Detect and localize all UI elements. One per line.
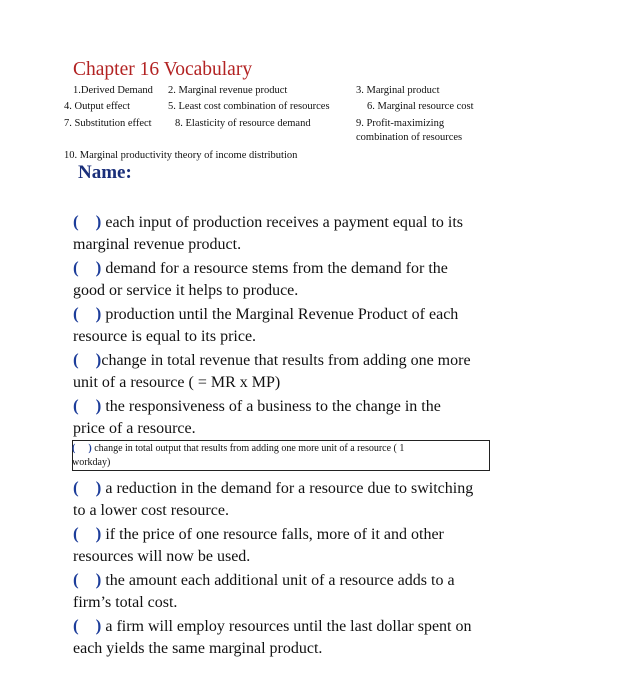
answer-blank-open[interactable]: (: [72, 443, 76, 454]
worksheet-title: Chapter 16 Vocabulary: [73, 59, 253, 80]
question-6: [72, 443, 404, 454]
question-text: if the price of one resource falls, more of it and other: [105, 526, 444, 543]
question-4: [73, 348, 471, 372]
vocab-term-8: 8. Elasticity of resource demand: [175, 118, 311, 129]
question-text: a reduction in the demand for a resource due to switching: [105, 480, 474, 497]
answer-blank-open[interactable]: (: [73, 350, 79, 369]
vocab-term-9-cont: combination of resources: [356, 132, 463, 143]
answer-blank-close: ): [95, 350, 102, 369]
question-8-cont: resources will now be used.: [73, 548, 251, 565]
question-10-cont: each yields the same marginal product.: [73, 640, 323, 657]
question-2-cont: good or service it helps to produce.: [73, 282, 299, 299]
question-9-cont: firm’s total cost.: [73, 594, 178, 611]
answer-blank-close: ): [95, 570, 102, 589]
question-3: [73, 302, 458, 326]
vocab-term-4: 4. Output effect: [64, 101, 130, 112]
answer-blank-close: ): [95, 396, 102, 415]
answer-blank-close: ): [95, 258, 102, 277]
question-text: change in total output that results from adding one more unit of a resource ( 1: [94, 443, 405, 454]
answer-blank-close: ): [95, 616, 102, 635]
question-9: [73, 568, 455, 592]
question-3-cont: resource is equal to its price.: [73, 328, 257, 345]
question-text: the amount each additional unit of a resource adds to a: [105, 572, 455, 589]
question-text: a firm will employ resources until the last dollar spent on: [105, 618, 472, 635]
question-text: production until the Marginal Revenue Product of each: [105, 306, 459, 323]
question-6-cont: workday): [72, 457, 111, 468]
answer-blank-open[interactable]: (: [73, 258, 79, 277]
vocab-term-5: 5. Least cost combination of resources: [168, 101, 330, 112]
question-text: demand for a resource stems from the demand for the: [105, 260, 448, 277]
question-5: [73, 394, 441, 418]
question-1-cont: marginal revenue product.: [73, 236, 242, 253]
question-1: [73, 210, 463, 234]
answer-blank-close: ): [95, 304, 102, 323]
vocab-term-7: 7. Substitution effect: [64, 118, 152, 129]
question-text: the responsiveness of a business to the change in the: [105, 398, 441, 415]
question-4-cont: unit of a resource ( = MR x MP): [73, 374, 281, 391]
answer-blank-open[interactable]: (: [73, 570, 79, 589]
vocab-term-10: 10. Marginal productivity theory of income distribution: [64, 150, 298, 161]
question-5-cont: price of a resource.: [73, 420, 196, 437]
vocab-term-1: 1.Derived Demand: [73, 85, 153, 96]
answer-blank-close: ): [88, 443, 92, 454]
answer-blank-open[interactable]: (: [73, 396, 79, 415]
vocab-term-6: 6. Marginal resource cost: [367, 101, 474, 112]
answer-blank-close: ): [95, 212, 102, 231]
question-7-cont: to a lower cost resource.: [73, 502, 229, 519]
question-8: [73, 522, 444, 546]
answer-blank-open[interactable]: (: [73, 478, 79, 497]
vocab-term-3: 3. Marginal product: [356, 85, 440, 96]
answer-blank-open[interactable]: (: [73, 304, 79, 323]
answer-blank-close: ): [95, 478, 102, 497]
vocab-term-9: 9. Profit-maximizing: [356, 118, 445, 129]
answer-blank-close: ): [95, 524, 102, 543]
name-label: Name:: [78, 162, 132, 183]
question-text: change in total revenue that results from adding one more: [101, 352, 471, 369]
question-7: [73, 476, 473, 500]
vocab-term-2: 2. Marginal revenue product: [168, 85, 288, 96]
answer-blank-open[interactable]: (: [73, 616, 79, 635]
answer-blank-open[interactable]: (: [73, 524, 79, 543]
question-10: [73, 614, 471, 638]
answer-blank-open[interactable]: (: [73, 212, 79, 231]
question-text: each input of production receives a payment equal to its: [105, 214, 463, 231]
question-2: [73, 256, 448, 280]
